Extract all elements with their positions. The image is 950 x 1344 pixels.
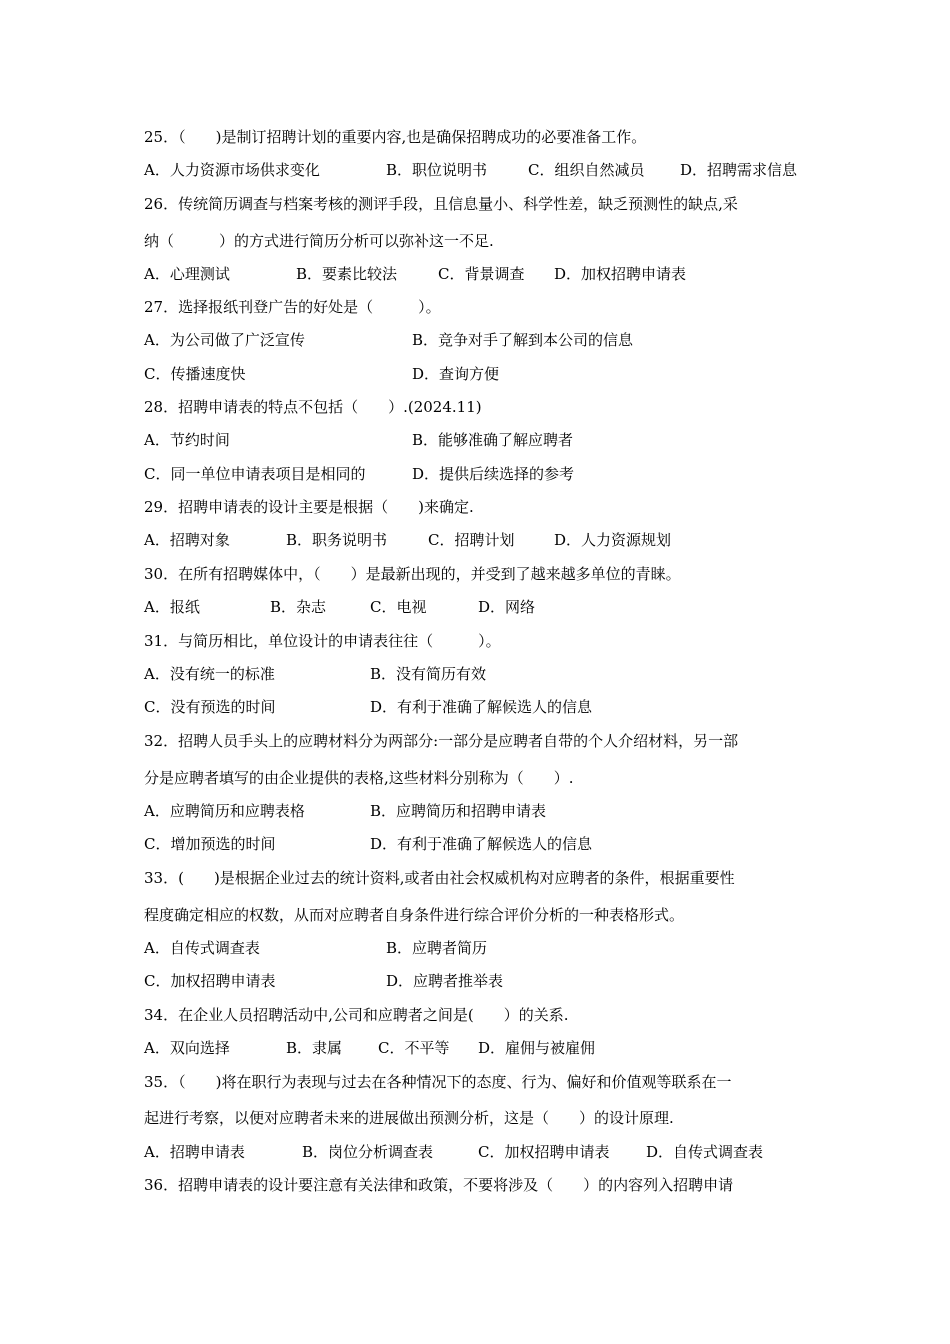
option-c: C．传播速度快 [144, 365, 246, 383]
option-b: B．杂志 [270, 598, 327, 616]
option-c: C．没有预选的时间 [144, 698, 276, 716]
option-a: A．为公司做了广泛宣传 [144, 331, 305, 349]
option-d: D．有利于准确了解候选人的信息 [370, 835, 593, 853]
option-c: C．增加预选的时间 [144, 835, 276, 853]
question-34-stem: 34．在企业人员招聘活动中,公司和应聘者之间是( ）的关系. [144, 1006, 569, 1024]
question-27-stem: 27．选择报纸刊登广告的好处是（ ）。 [144, 298, 441, 316]
option-a: A．应聘简历和应聘表格 [144, 802, 305, 820]
option-c: C．背景调查 [438, 265, 525, 283]
option-c: C．招聘计划 [428, 531, 515, 549]
option-d: D．有利于准确了解候选人的信息 [370, 698, 593, 716]
question-30-stem: 30．在所有招聘媒体中，（ ）是最新出现的，并受到了越来越多单位的青睐。 [144, 565, 681, 583]
option-d: D．网络 [478, 598, 536, 616]
option-b: B．职位说明书 [386, 161, 488, 179]
question-33-stem-2: 程度确定相应的权数，从而对应聘者自身条件进行综合评价分析的一种表格形式。 [144, 906, 685, 924]
question-32-stem-2: 分是应聘者填写的由企业提供的表格,这些材料分别称为（ ）. [144, 769, 574, 787]
option-d: D．加权招聘申请表 [554, 265, 687, 283]
option-d: D．提供后续选择的参考 [412, 465, 575, 483]
option-a: A．人力资源市场供求变化 [144, 161, 320, 179]
option-a: A．双向选择 [144, 1039, 230, 1057]
option-a: A．招聘申请表 [144, 1143, 245, 1161]
option-b: B．能够准确了解应聘者 [412, 431, 574, 449]
option-d: D．查询方便 [412, 365, 500, 383]
option-c: C．不平等 [378, 1039, 450, 1057]
question-33-stem-1: 33．( )是根据企业过去的统计资料,或者由社会权威机构对应聘者的条件，根据重要性 [144, 869, 735, 887]
option-d: D．应聘者推举表 [386, 972, 504, 990]
option-b: B．竞争对手了解到本公司的信息 [412, 331, 634, 349]
question-29-stem: 29．招聘申请表的设计主要是根据（ )来确定. [144, 498, 474, 516]
question-28-stem: 28．招聘申请表的特点不包括（ ）.(2024.11) [144, 398, 482, 416]
option-b: B．应聘简历和招聘申请表 [370, 802, 547, 820]
option-a: A．招聘对象 [144, 531, 230, 549]
option-a: A．报纸 [144, 598, 200, 616]
question-26-stem-1: 26．传统简历调查与档案考核的测评手段，且信息量小、科学性差，缺乏预测性的缺点,采 [144, 195, 738, 213]
option-c: C．同一单位申请表项目是相同的 [144, 465, 366, 483]
question-32-stem-1: 32．招聘人员手头上的应聘材料分为两部分:一部分是应聘者自带的个人介绍材料，另一部 [144, 732, 739, 750]
option-d: D．招聘需求信息 [680, 161, 798, 179]
option-c: C．电视 [370, 598, 427, 616]
option-b: B．应聘者简历 [386, 939, 488, 957]
option-d: D．雇佣与被雇佣 [478, 1039, 596, 1057]
option-a: A．没有统一的标准 [144, 665, 275, 683]
option-b: B．隶属 [286, 1039, 343, 1057]
option-b: B．职务说明书 [286, 531, 388, 549]
question-35-stem-1: 35．（ )将在职行为表现与过去在各种情况下的态度、行为、偏好和价值观等联系在一 [144, 1073, 732, 1091]
question-35-stem-2: 起进行考察，以便对应聘者未来的进展做出预测分析，这是（ ）的设计原理. [144, 1109, 674, 1127]
question-36-stem: 36．招聘申请表的设计要注意有关法律和政策，不要将涉及（ ）的内容列入招聘申请 [144, 1176, 734, 1194]
option-d: D．人力资源规划 [554, 531, 672, 549]
option-b: B．没有简历有效 [370, 665, 487, 683]
option-b: B．要素比较法 [296, 265, 398, 283]
option-c: C．加权招聘申请表 [478, 1143, 610, 1161]
question-25-stem: 25．（ )是制订招聘计划的重要内容,也是确保招聘成功的必要准备工作。 [144, 128, 647, 146]
question-26-stem-2: 纳（ ）的方式进行简历分析可以弥补这一不足. [144, 232, 494, 250]
option-b: B．岗位分析调查表 [302, 1143, 434, 1161]
option-a: A．心理测试 [144, 265, 230, 283]
option-c: C．加权招聘申请表 [144, 972, 276, 990]
question-31-stem: 31．与简历相比，单位设计的申请表往往（ ）。 [144, 632, 501, 650]
option-a: A．自传式调查表 [144, 939, 260, 957]
option-d: D．自传式调查表 [646, 1143, 764, 1161]
option-c: C．组织自然减员 [528, 161, 645, 179]
option-a: A．节约时间 [144, 431, 230, 449]
